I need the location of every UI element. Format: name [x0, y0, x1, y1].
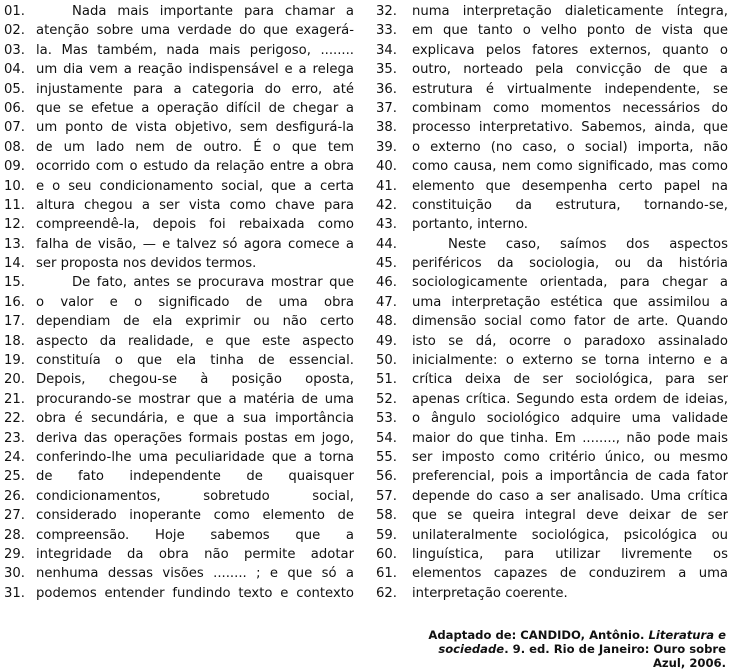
text-line — [4, 99, 354, 118]
line-text: uma interpretação estética que assimilou a — [412, 294, 728, 310]
citation-suffix: . 9. ed. Rio de Janeiro: Ouro sobre Azul, 2006. — [504, 642, 726, 670]
line-text: inicialmente: o externo se torna interno e a — [412, 353, 728, 369]
text-line — [4, 293, 354, 312]
line-text: de um lado nem de outro. É o que tem — [36, 139, 354, 155]
line-text: aspecto da realidade, e que este aspecto — [36, 333, 354, 349]
line-text: processo interpretativo. Sabemos, ainda, que — [412, 120, 728, 136]
line-number: 29. — [4, 546, 25, 562]
line-number: 43. — [376, 217, 397, 233]
line-text: elemento que desempenha certo papel na — [412, 178, 728, 194]
line-number: 42. — [376, 197, 397, 213]
line-text: la. Mas também, nada mais perigoso, ........ — [36, 42, 354, 58]
text-line — [4, 80, 354, 99]
line-text: compreensão. Hoje sabemos que a — [36, 527, 354, 543]
line-text: o valor e o significado de uma obra — [36, 294, 354, 310]
line-text: Depois, chegou-se à posição oposta, — [36, 372, 354, 388]
text-line — [376, 506, 728, 525]
text-line — [376, 293, 728, 312]
line-text: podemos entender fundindo texto e contexto — [36, 585, 354, 601]
line-number: 15. — [4, 275, 25, 291]
text-line — [4, 177, 354, 196]
line-text: altura chegou a ser vista como chave para — [36, 197, 354, 213]
text-line — [4, 545, 354, 564]
line-text: o ângulo sociológico adquire uma validade — [412, 411, 728, 427]
text-line — [4, 506, 354, 525]
text-line — [376, 21, 728, 40]
line-number: 18. — [4, 333, 25, 349]
text-line — [376, 177, 728, 196]
line-text: um ponto de vista objetivo, sem desfigurá-la — [36, 120, 354, 136]
text-line — [376, 312, 728, 331]
text-line — [4, 351, 354, 370]
text-line — [4, 60, 354, 79]
text-line — [376, 584, 728, 603]
text-line — [376, 2, 728, 21]
line-number: 60. — [376, 546, 397, 562]
line-text: De fato, antes se procurava mostrar que — [72, 275, 354, 291]
line-text: periféricos da sociologia, ou da história — [412, 256, 728, 272]
line-text: isto se dá, ocorre o paradoxo assinalado — [412, 333, 728, 349]
text-line — [4, 429, 354, 448]
line-number: 39. — [376, 139, 397, 155]
line-number: 17. — [4, 314, 25, 330]
line-number: 07. — [4, 120, 25, 136]
line-text: em que tanto o velho ponto de vista que — [412, 23, 728, 39]
text-line — [376, 60, 728, 79]
text-line — [4, 409, 354, 428]
line-text: sociologicamente orientada, para chegar a — [412, 275, 728, 291]
text-line — [376, 99, 728, 118]
text-line — [4, 196, 354, 215]
text-line — [4, 118, 354, 137]
line-number: 01. — [4, 4, 25, 19]
text-line — [4, 21, 354, 40]
text-line — [376, 351, 728, 370]
line-number: 46. — [376, 275, 397, 291]
text-line — [376, 80, 728, 99]
line-text: de fato independente de quaisquer — [36, 469, 354, 485]
line-text: outro, norteado pela convicção de que a — [412, 62, 728, 78]
line-number: 32. — [376, 4, 397, 19]
text-line — [376, 429, 728, 448]
line-number: 47. — [376, 294, 397, 310]
text-line — [4, 157, 354, 176]
line-number: 51. — [376, 372, 397, 388]
line-number: 10. — [4, 178, 25, 194]
text-line — [4, 390, 354, 409]
line-number: 45. — [376, 256, 397, 272]
line-text: portanto, interno. — [412, 217, 528, 233]
line-number: 44. — [376, 236, 397, 252]
text-line — [376, 254, 728, 273]
text-line — [376, 487, 728, 506]
line-number: 04. — [4, 62, 25, 78]
line-text: combinam como momentos necessários do — [412, 100, 728, 116]
line-number: 11. — [4, 197, 25, 213]
text-column-left — [4, 2, 354, 603]
line-number: 30. — [4, 566, 25, 582]
line-number: 37. — [376, 100, 397, 116]
line-text: falha de visão, — e talvez só agora comece a — [36, 236, 354, 252]
line-text: e o seu condicionamento social, que a certa — [36, 178, 354, 194]
line-text: maior do que tinha. Em ........, não pode mais — [412, 430, 728, 446]
text-line — [4, 332, 354, 351]
line-number: 12. — [4, 217, 25, 233]
line-number: 50. — [376, 353, 397, 369]
text-line — [376, 332, 728, 351]
text-line — [4, 215, 354, 234]
text-line — [376, 215, 728, 234]
source-citation — [426, 628, 726, 670]
text-line — [4, 273, 354, 292]
line-number: 27. — [4, 508, 25, 524]
line-text: como causa, nem como significado, mas como — [412, 159, 728, 175]
line-number: 40. — [376, 159, 397, 175]
line-number: 33. — [376, 23, 397, 39]
line-text: estrutura é virtualmente independente, se — [412, 81, 728, 97]
line-number: 35. — [376, 62, 397, 78]
line-number: 55. — [376, 449, 397, 465]
text-line — [4, 312, 354, 331]
line-text: conferindo-lhe uma peculiaridade que a torna — [36, 449, 354, 465]
line-text: apenas crítica. Segundo esta ordem de ideias, — [412, 391, 728, 407]
line-number: 24. — [4, 449, 25, 465]
line-number: 58. — [376, 508, 397, 524]
line-number: 25. — [4, 469, 25, 485]
text-line — [4, 138, 354, 157]
line-text: numa interpretação dialeticamente íntegra, — [412, 4, 728, 19]
line-number: 09. — [4, 159, 25, 175]
line-number: 52. — [376, 391, 397, 407]
line-number: 05. — [4, 81, 25, 97]
line-number: 02. — [4, 23, 25, 39]
line-number: 22. — [4, 411, 25, 427]
line-number: 59. — [376, 527, 397, 543]
line-number: 34. — [376, 42, 397, 58]
line-text: depende do caso a ser analisado. Uma crítica — [412, 488, 728, 504]
line-number: 26. — [4, 488, 25, 504]
line-number: 61. — [376, 566, 397, 582]
text-line — [4, 370, 354, 389]
line-text: unilateralmente sociológica, psicológica ou — [412, 527, 728, 543]
text-line — [376, 467, 728, 486]
text-line — [376, 370, 728, 389]
text-line — [376, 409, 728, 428]
text-line — [4, 467, 354, 486]
line-text: compreendê-la, depois foi rebaixada como — [36, 217, 354, 233]
line-text: um dia vem a reação indispensável e a relega — [36, 62, 354, 78]
line-number: 19. — [4, 353, 25, 369]
text-line — [4, 584, 354, 603]
text-line — [376, 448, 728, 467]
line-text: constituía o que ela tinha de essencial. — [36, 353, 354, 369]
citation-title: Literatura e sociedade — [438, 628, 726, 656]
line-text: elementos capazes de conduzirem a uma — [412, 566, 728, 582]
line-text: nenhuma dessas visões ........ ; e que só a — [36, 566, 354, 582]
line-text: integridade da obra não permite adotar — [36, 546, 354, 562]
line-text: Nada mais importante para chamar a — [72, 4, 354, 19]
line-number: 38. — [376, 120, 397, 136]
text-line — [4, 564, 354, 583]
text-line — [376, 390, 728, 409]
line-number: 08. — [4, 139, 25, 155]
line-text: que se queira integral deve deixar de ser — [412, 508, 728, 524]
text-line — [376, 196, 728, 215]
line-text: dimensão social como fator de arte. Quando — [412, 314, 728, 330]
text-line — [376, 545, 728, 564]
line-number: 49. — [376, 333, 397, 349]
line-number: 31. — [4, 585, 25, 601]
line-number: 06. — [4, 100, 25, 116]
text-line — [376, 235, 728, 254]
line-text: explicava pelos fatores externos, quanto o — [412, 42, 728, 58]
line-text: considerado inoperante como elemento de — [36, 508, 354, 524]
line-text: deriva das operações formais postas em jogo, — [36, 430, 354, 446]
text-line — [376, 138, 728, 157]
line-number: 57. — [376, 488, 397, 504]
citation-prefix: Adaptado de: CANDIDO, Antônio. — [428, 628, 649, 642]
text-line — [376, 526, 728, 545]
line-text: obra é secundária, e que a sua importância — [36, 411, 354, 427]
text-line — [376, 157, 728, 176]
line-number: 13. — [4, 236, 25, 252]
line-text: o externo (no caso, o social) importa, não — [412, 139, 728, 155]
line-text: preferencial, pois a importância de cada fator — [412, 469, 728, 485]
line-text: linguística, para utilizar livremente os — [412, 546, 728, 562]
line-text: atenção sobre uma verdade do que exagerá- — [36, 23, 354, 39]
line-number: 41. — [376, 178, 397, 194]
line-number: 23. — [4, 430, 25, 446]
line-number: 54. — [376, 430, 397, 446]
line-text: ocorrido com o estudo da relação entre a obra — [36, 159, 354, 175]
line-text: Neste caso, saímos dos aspectos — [448, 236, 728, 252]
line-number: 14. — [4, 256, 25, 272]
line-number: 48. — [376, 314, 397, 330]
line-text: dependiam de ela exprimir ou não certo — [36, 314, 354, 330]
line-text: ser imposto como critério único, ou mesmo — [412, 449, 728, 465]
line-text: injustamente para a categoria do erro, até — [36, 81, 354, 97]
text-line — [4, 526, 354, 545]
line-number: 20. — [4, 372, 25, 388]
line-number: 62. — [376, 585, 397, 601]
text-line — [4, 2, 354, 21]
text-line — [4, 254, 354, 273]
text-line — [4, 448, 354, 467]
line-text: interpretação coerente. — [412, 585, 568, 601]
line-text: constituição da estrutura, tornando-se, — [412, 197, 728, 213]
line-text: crítica deixa de ser sociológica, para ser — [412, 372, 728, 388]
text-line — [4, 487, 354, 506]
line-text: procurando-se mostrar que a matéria de uma — [36, 391, 354, 407]
line-number: 36. — [376, 81, 397, 97]
line-text: condicionamentos, sobretudo social, — [36, 488, 354, 504]
text-line — [4, 41, 354, 60]
line-text: ser proposta nos devidos termos. — [36, 256, 257, 272]
text-line — [376, 564, 728, 583]
text-line — [376, 41, 728, 60]
line-text: que se efetue a operação difícil de chegar a — [36, 100, 354, 116]
text-line — [376, 118, 728, 137]
line-number: 28. — [4, 527, 25, 543]
text-column-right — [376, 2, 728, 603]
line-number: 56. — [376, 469, 397, 485]
line-number: 21. — [4, 391, 25, 407]
line-number: 53. — [376, 411, 397, 427]
text-line — [4, 235, 354, 254]
line-number: 03. — [4, 42, 25, 58]
line-number: 16. — [4, 294, 25, 310]
text-line — [376, 273, 728, 292]
